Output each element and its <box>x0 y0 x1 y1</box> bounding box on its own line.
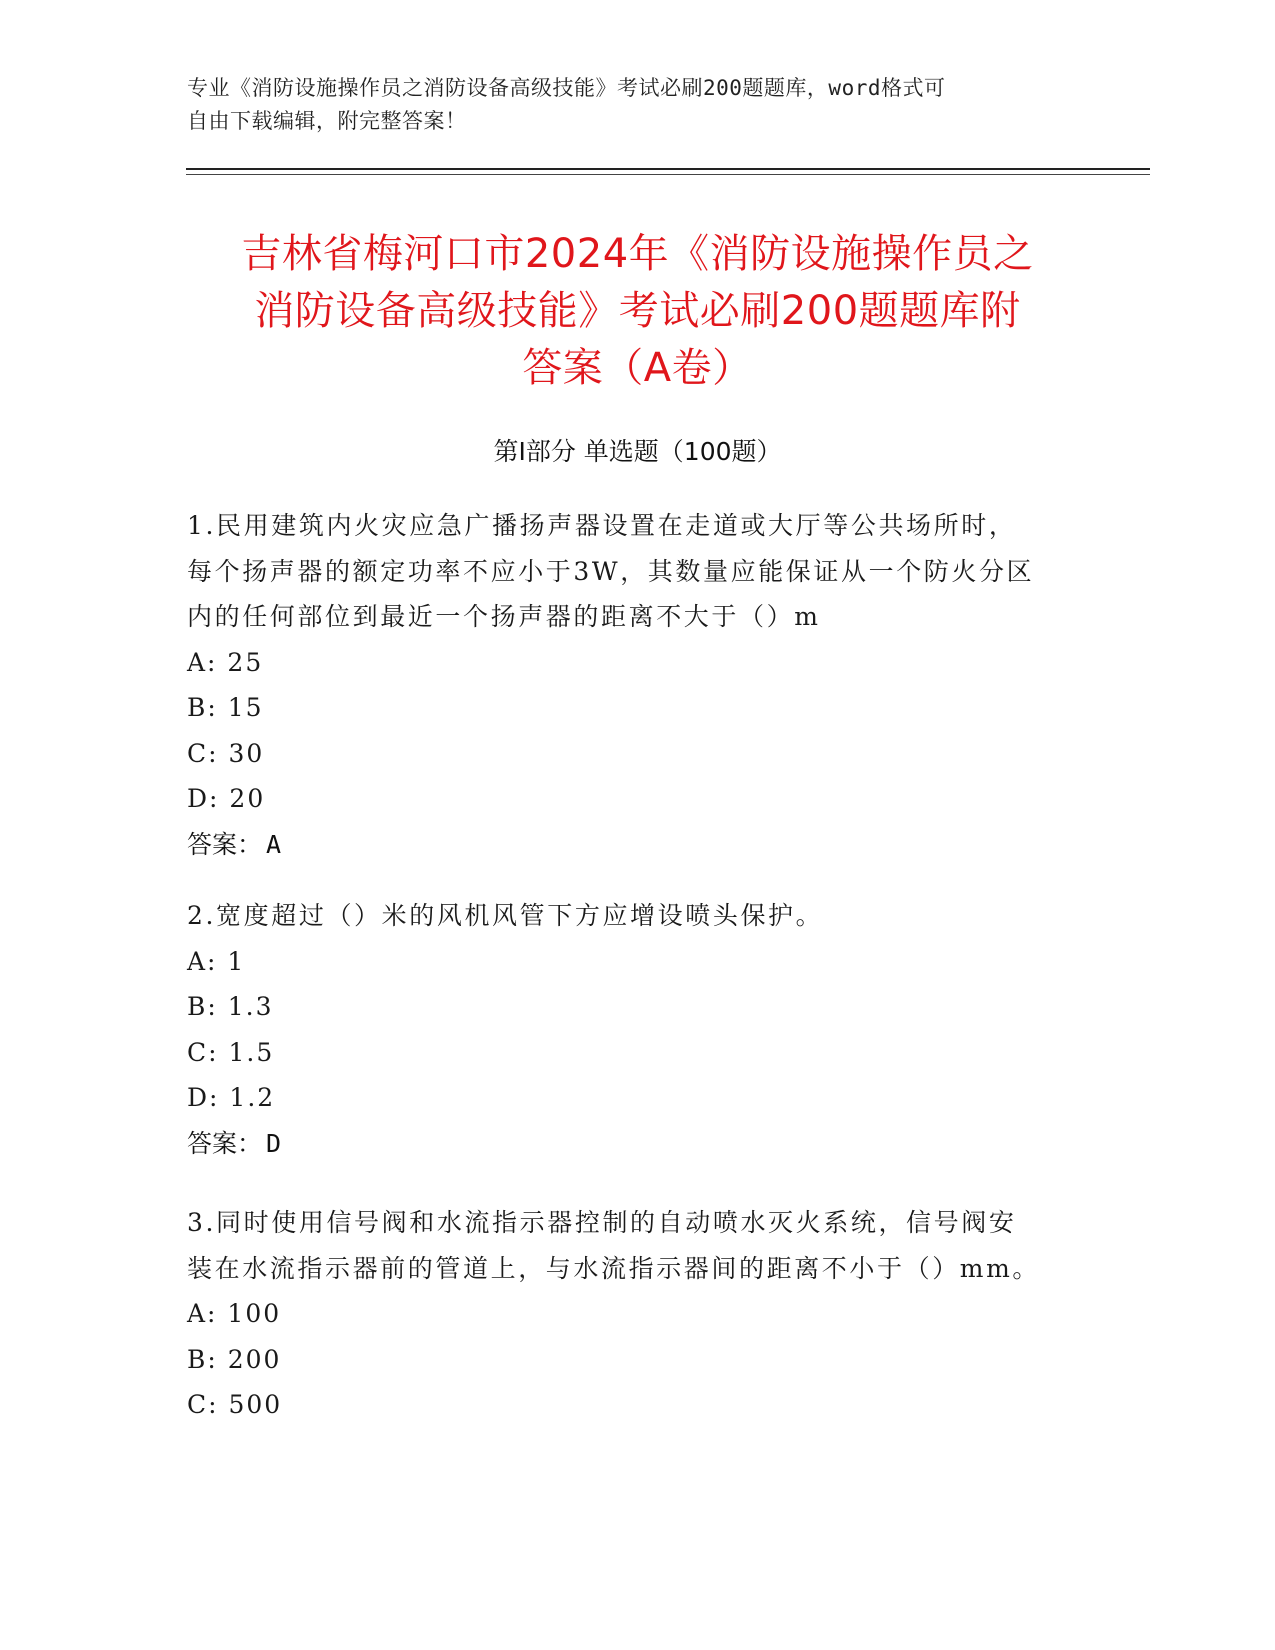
option-d: D: 1.2 <box>187 1083 276 1112</box>
option-c: C: 1.5 <box>187 1037 275 1067</box>
document-title <box>160 226 1115 397</box>
question-1 <box>187 503 1067 867</box>
question-stem-line: 内的任何部位到最近一个扬声器的距离不大于（）m <box>187 602 821 631</box>
question-stem-line: 1.民用建筑内火灾应急广播扬声器设置在走道或大厅等公共场所时， <box>187 511 1017 540</box>
answer-value: A <box>266 829 282 859</box>
answer-line <box>187 1121 1067 1167</box>
answer-label: 答案： <box>187 829 263 859</box>
section-title: 第Ⅰ部分 单选题（100题） <box>493 437 782 466</box>
question-2 <box>187 893 1067 1166</box>
header-rule-thin <box>186 174 1150 175</box>
header-note-line-2: 自由下载编辑，附完整答案！ <box>187 109 467 133</box>
option-c: C: 500 <box>187 1390 283 1419</box>
header-note-line-1: 专业《消防设施操作员之消防设备高级技能》考试必刷200题题库，word格式可 <box>187 76 946 100</box>
title-line-3: 答案（A卷） <box>522 345 753 391</box>
title-line-2: 消防设备高级技能》考试必刷200题题库附 <box>254 288 1021 334</box>
header-note <box>187 72 1087 138</box>
title-line-1: 吉林省梅河口市2024年《消防设施操作员之 <box>241 231 1034 277</box>
question-stem-line: 装在水流指示器前的管道上，与水流指示器间的距离不小于（）mm。 <box>187 1253 1041 1283</box>
option-a: A: 25 <box>187 647 264 677</box>
answer-value: D <box>266 1128 282 1158</box>
option-b: B: 1.3 <box>187 992 274 1021</box>
question-stem-line: 2.宽度超过（）米的风机风管下方应增设喷头保护。 <box>187 901 824 930</box>
option-d: D: 20 <box>187 784 266 813</box>
question-stem-line: 每个扬声器的额定功率不应小于3W，其数量应能保证从一个防火分区 <box>187 556 1035 586</box>
option-a: A: 100 <box>187 1299 282 1328</box>
question-3 <box>187 1200 1067 1428</box>
option-c: C: 30 <box>187 738 265 768</box>
answer-label: 答案： <box>187 1128 263 1158</box>
answer-line <box>187 822 1067 868</box>
header-rule-thick <box>186 168 1150 170</box>
option-b: B: 200 <box>187 1344 282 1374</box>
option-b: B: 15 <box>187 693 264 722</box>
question-stem-line: 3.同时使用信号阀和水流指示器控制的自动喷水灭火系统，信号阀安 <box>187 1208 1017 1237</box>
option-a: A: 1 <box>187 946 246 976</box>
